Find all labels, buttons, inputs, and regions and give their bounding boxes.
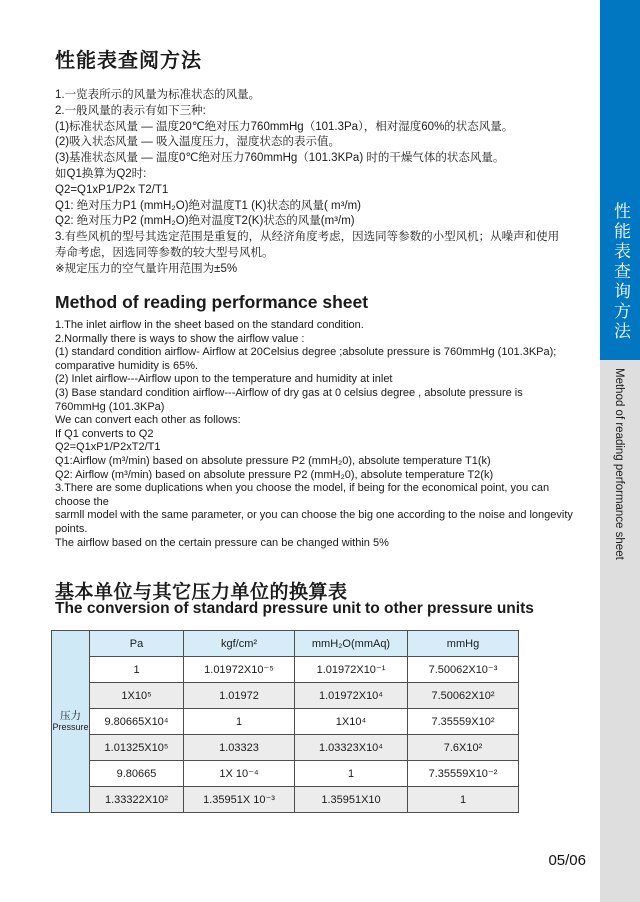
text-line: sarmll model with the same parameter, or you can choose the big one according to the noise and longevity points. [55, 509, 573, 535]
text-line: 3.There are some duplications when you choose the model, if being for the economical point, you can choose the [55, 482, 550, 508]
table-cell: 7.50062X10⁻³ [408, 657, 519, 683]
text-line: If Q1 converts to Q2 [55, 427, 154, 440]
table-cell: 7.35559X10² [408, 709, 519, 735]
side-tab-blue-band [600, 0, 640, 360]
text-line: The airflow based on the certain pressure can be changed within 5% [55, 536, 389, 549]
text-line: Q2: 绝对压力P2 (mmH₂O)绝对温度T2(K)状态的风量(m³/m) [55, 215, 355, 228]
table-row [52, 683, 519, 709]
table-cell: 1 [295, 761, 408, 787]
col-header-mmhg: mmHg [408, 631, 519, 657]
text-line: 2.Normally there is ways to show the airflow value : [55, 332, 305, 345]
text-line: (3) Base standard condition airflow---Airflow of dry gas at 0 celsius degree , absolute pressure is 760mmHg (101.3KPa) [55, 386, 523, 413]
text-line: comparative humidity is 65%. [55, 359, 199, 372]
text-line: 3.有些风机的型号其选定范围是重复的，从经济角度考虑，因选同等参数的小型风机；从噪声和使用 [55, 231, 560, 244]
section-body-zh [55, 88, 570, 278]
side-tab-label-en: Method of reading performance sheet [613, 368, 625, 560]
table-cell: 1.33322X10² [90, 787, 184, 813]
text-line: 2.一般风量的表示有如下三种: [55, 104, 206, 117]
table-row [52, 735, 519, 761]
table-cell: 1.01972X10⁻⁵ [184, 657, 295, 683]
col-header-kgfcm2: kgf/cm² [184, 631, 295, 657]
text-line: (2) Inlet airflow---Airflow upon to the temperature and humidity at inlet [55, 373, 393, 386]
text-line: 1.一览表所示的风量为标准状态的风量。 [55, 89, 261, 101]
text-line: (1) standard condition airflow- Airflow at 20Celsius degree ;absolute pressure is 760mmHg (101.3KPa); [55, 346, 557, 359]
table-cell: 7.35559X10⁻² [408, 761, 519, 787]
text-line: 如Q1换算为Q2时: [55, 167, 147, 180]
table-cell: 7.6X10² [408, 735, 519, 761]
table-cell: 1.35951X10 [295, 787, 408, 813]
table-row [52, 709, 519, 735]
section-body-en [55, 319, 575, 550]
pressure-conversion-table [51, 630, 519, 813]
text-line: 寿命考虑，因选同等参数的较大型号风机。 [55, 246, 274, 259]
row-group-label [52, 631, 90, 813]
table-cell: 1X10⁵ [90, 683, 184, 709]
table-cell: 1X 10⁻⁴ [184, 761, 295, 787]
section-title-zh: 性能表查阅方法 [55, 50, 202, 72]
side-tab-label-zh: 性能表查询方法 [611, 202, 630, 342]
conversion-title-en: The conversion of standard pressure unit to other pressure units [55, 600, 534, 617]
table-cell: 1.35951X 10⁻³ [184, 787, 295, 813]
text-line: Q2=Q1xP1/P2xT2/T1 [55, 441, 161, 454]
side-tab-gray-band [600, 360, 640, 902]
text-line: ※规定压力的空气量许用范围为±5% [55, 262, 238, 275]
table-cell: 1 [90, 657, 184, 683]
page-number: 05/06 [548, 852, 586, 869]
row-group-label-zh: 压力 [60, 710, 81, 722]
table-cell: 7.50062X10² [408, 683, 519, 709]
col-header-pa: Pa [90, 631, 184, 657]
table-cell: 1.03323 [184, 735, 295, 761]
table-row [52, 657, 519, 683]
table-cell: 9.80665 [90, 761, 184, 787]
table-row [52, 787, 519, 813]
side-tab-bar [600, 0, 640, 902]
text-line: (2)吸入状态风量 — 吸入温度压力，湿度状态的表示值。 [55, 136, 340, 149]
col-header-mmh2o: mmH₂O(mmAq) [295, 631, 408, 657]
table-cell: 1.01325X10⁵ [90, 735, 184, 761]
table-header-row [52, 631, 519, 657]
text-line: (1)标准状态风量 — 温度20℃绝对压力760mmHg（101.3Pa），相对湿度60%的状态风量。 [55, 120, 514, 133]
row-group-label-en: Pressure [52, 722, 89, 732]
table-cell: 1 [184, 709, 295, 735]
text-line: Q2: Airflow (m³/min) based on absolute pressure P2 (mmH₂0), absolute temperature T2(k) [55, 468, 494, 481]
table-row [52, 761, 519, 787]
table-cell: 1X10⁴ [295, 709, 408, 735]
section-title-en: Method of reading performance sheet [55, 292, 369, 312]
text-line: 1.The inlet airflow in the sheet based on the standard condition. [55, 319, 364, 331]
text-line: Q1: 绝对压力P1 (mmH₂O)绝对温度T1 (K)状态的风量( m³/m) [55, 199, 362, 212]
table-cell: 9.80665X10⁴ [90, 709, 184, 735]
text-line: Q2=Q1xP1/P2x T2/T1 [55, 183, 169, 196]
table-cell: 1.01972 [184, 683, 295, 709]
table-cell: 1 [408, 787, 519, 813]
table-cell: 1.03323X10⁴ [295, 735, 408, 761]
table-cell: 1.01972X10⁴ [295, 683, 408, 709]
text-line: Q1:Airflow (m³/min) based on absolute pressure P2 (mmH₂0), absolute temperature T1(k) [55, 454, 491, 467]
table-cell: 1.01972X10⁻¹ [295, 657, 408, 683]
conversion-title-zh: 基本单位与其它压力单位的换算表 [55, 582, 348, 603]
text-line: (3)基准状态风量 — 温度0℃绝对压力760mmHg（101.3KPa) 时的干燥气体的状态风量。 [55, 152, 505, 165]
text-line: We can convert each other as follows: [55, 414, 241, 427]
